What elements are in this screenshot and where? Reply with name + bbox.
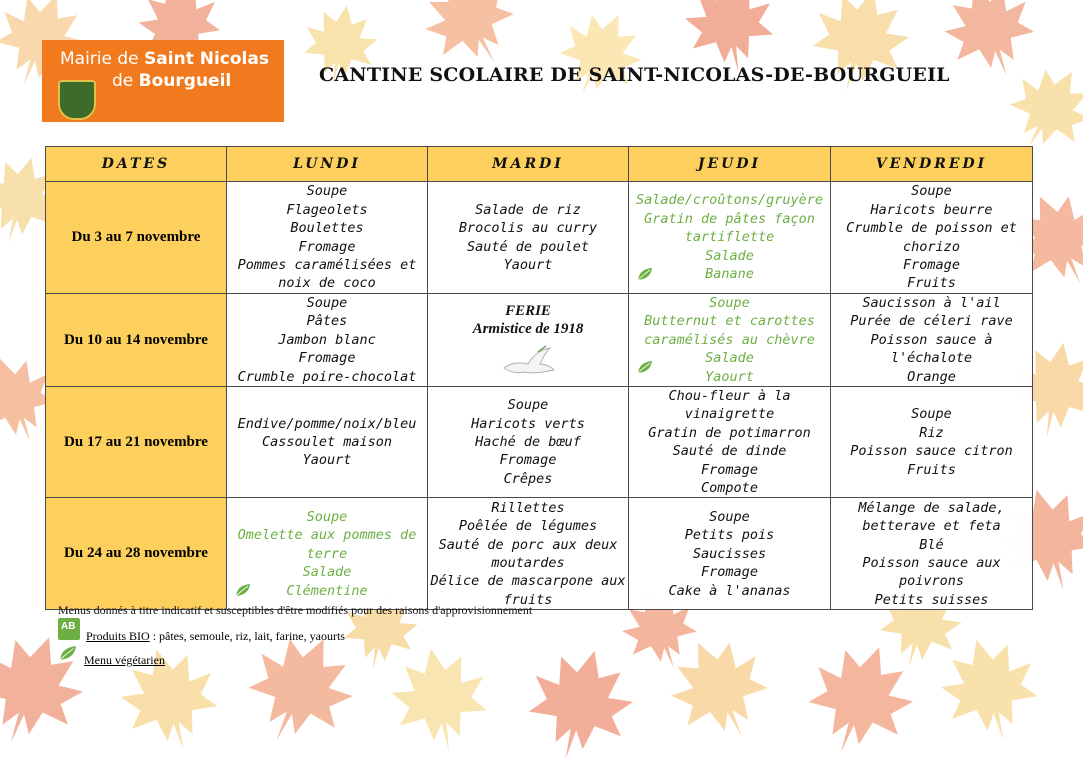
menu-item: Soupe xyxy=(709,508,750,525)
menu-item: Crêpes xyxy=(503,470,553,487)
bio-legend xyxy=(86,629,345,644)
menu-item: Cake à l'ananas xyxy=(668,582,791,599)
header-vendredi: VENDREDI xyxy=(831,147,1033,182)
menu-item: Fruits xyxy=(907,275,956,292)
header-jeudi: JEUDI xyxy=(629,147,831,182)
menu-item: Salade/croûtons/gruyère xyxy=(636,192,823,209)
menu-item: Sauté de poulet xyxy=(467,238,589,255)
menu-cell-lundi xyxy=(227,182,428,294)
week-date: Du 24 au 28 novembre xyxy=(46,498,227,610)
menu-item: Fromage xyxy=(499,452,557,469)
menu-cell-mardi xyxy=(428,498,629,610)
menu-item: Crumble de poisson et chorizo xyxy=(846,220,1017,255)
menu-item: Soupe xyxy=(306,183,348,200)
menu-item: Saucisson à l'ail xyxy=(862,295,1001,311)
menu-item: Banane xyxy=(705,266,754,283)
menu-item: Brocolis au curry xyxy=(458,220,598,237)
menu-item: Poisson sauce citron xyxy=(850,443,1013,460)
menu-item: Fromage xyxy=(701,564,758,581)
menu-item: Soupe xyxy=(306,295,348,311)
menu-item: Soupe xyxy=(306,508,348,525)
menu-item: Mélange de salade, betterave et feta xyxy=(858,499,1005,535)
menu-item: Saucisses xyxy=(692,545,767,562)
green-leaf-icon xyxy=(58,645,78,661)
green-leaf-icon xyxy=(637,360,653,374)
menu-item: Salade xyxy=(705,247,754,264)
menu-item: Poisson sauce aux poivrons xyxy=(862,554,1001,590)
bio-legend-text: : pâtes, semoule, riz, lait, farine, yaourts xyxy=(149,629,345,643)
menu-cell-lundi-vegetarian xyxy=(227,498,428,610)
menu-cell-mardi xyxy=(428,387,629,498)
bio-badge-text: AB xyxy=(61,621,76,632)
menu-cell-jeudi-vegetarian xyxy=(629,294,831,387)
menu-item: Salade de riz xyxy=(475,201,581,218)
menu-item: Soupe xyxy=(507,397,549,414)
logo-text-1a: Mairie de xyxy=(60,49,145,69)
menu-cell-vendredi xyxy=(831,182,1033,294)
week-row xyxy=(46,387,1033,498)
menu-item: Soupe xyxy=(911,183,952,200)
menu-item: Salade xyxy=(705,350,754,367)
mairie-logo xyxy=(42,40,284,122)
menu-cell-jeudi xyxy=(629,498,831,610)
menu-item: Gratin de pâtes façon tartiflette xyxy=(644,210,815,246)
menu-item: Soupe xyxy=(911,406,952,423)
week-date: Du 3 au 7 novembre xyxy=(46,182,227,294)
menu-cell-jeudi-vegetarian xyxy=(629,182,831,294)
menu-item: Crumble poire-chocolat xyxy=(237,368,417,385)
bio-badge-icon xyxy=(58,618,80,640)
logo-text-1b: Saint Nicolas xyxy=(144,49,269,69)
header-mardi: MARDI xyxy=(428,147,629,182)
menu-item: Blé xyxy=(919,536,944,553)
ferie-subtitle: Armistice de 1918 xyxy=(472,321,584,338)
menu-item: Yaourt xyxy=(705,368,754,385)
menu-item: Pommes caramélisées et noix de coco xyxy=(237,256,417,292)
menu-item: Fromage xyxy=(298,350,356,367)
menu-cell-vendredi xyxy=(831,498,1033,610)
logo-text-2a: de xyxy=(112,71,139,91)
menu-cell-mardi xyxy=(428,182,629,294)
week-row xyxy=(46,182,1033,294)
menu-item: Haricots verts xyxy=(471,415,585,432)
page-title: CANTINE SCOLAIRE DE SAINT-NICOLAS-DE-BOURGUEIL xyxy=(319,64,950,86)
header-lundi: LUNDI xyxy=(227,147,428,182)
menu-item: Clémentine xyxy=(286,582,368,599)
menu-item: Soupe xyxy=(709,295,750,311)
header-dates: DATES xyxy=(46,147,227,182)
menu-item: Fromage xyxy=(903,256,960,273)
logo-text-2b: Bourgueil xyxy=(138,71,232,91)
menu-item: Riz xyxy=(919,424,944,441)
menu-item: Gratin de potimarron xyxy=(648,424,811,441)
crest-icon xyxy=(58,80,96,120)
menu-item: Yaourt xyxy=(503,256,553,273)
menu-item: Fromage xyxy=(298,238,356,255)
week-date: Du 17 au 21 novembre xyxy=(46,387,227,498)
menu-item: Poêlée de légumes xyxy=(458,518,598,535)
menu-item: Omelette aux pommes de terre xyxy=(237,527,417,562)
header-row xyxy=(46,147,1033,182)
menu-table xyxy=(45,146,1033,610)
menu-item: Délice de mascarpone aux fruits xyxy=(430,573,626,608)
ferie-title: FERIE xyxy=(505,302,551,319)
menu-item: Compote xyxy=(701,480,758,497)
bio-legend-label: Produits BIO xyxy=(86,629,150,643)
menu-item: Purée de céleri rave xyxy=(850,313,1013,330)
menu-item: Endive/pomme/noix/bleu xyxy=(237,415,417,432)
menu-cell-jeudi xyxy=(629,387,831,498)
menu-cell-vendredi xyxy=(831,387,1033,498)
menu-item: Sauté de dinde xyxy=(672,443,787,460)
menu-item: Petits pois xyxy=(684,527,775,544)
disclaimer-text: Menus donnés à titre indicatif et susceptibles d'être modifiés pour des raisons d'approvisionnement xyxy=(58,603,533,617)
week-date: Du 10 au 14 novembre xyxy=(46,294,227,387)
menu-item: Cassoulet maison xyxy=(261,434,393,451)
menu-item: Boulettes xyxy=(290,220,364,237)
vegetarian-legend-label: Menu végétarien xyxy=(84,653,165,667)
week-row xyxy=(46,498,1033,610)
menu-item: Haché de bœuf xyxy=(475,434,581,451)
menu-item: Poisson sauce à l'échalote xyxy=(870,331,993,367)
menu-cell-lundi xyxy=(227,387,428,498)
menu-item: Jambon blanc xyxy=(278,331,376,348)
menu-item: Orange xyxy=(907,368,956,385)
menu-item: Rillettes xyxy=(491,499,565,516)
menu-item: Pâtes xyxy=(306,313,348,330)
menu-item: Chou-fleur à la vinaigrette xyxy=(668,388,791,423)
menu-item: Petits suisses xyxy=(874,591,989,608)
vegetarian-legend xyxy=(84,653,165,668)
green-leaf-icon xyxy=(235,583,251,597)
menu-cell-vendredi xyxy=(831,294,1033,387)
menu-item: Fromage xyxy=(701,461,758,478)
menu-item: Fruits xyxy=(907,461,956,478)
menu-item: Salade xyxy=(302,564,352,581)
menu-item: Butternut et carottes caramélisés au chèvre xyxy=(644,313,815,348)
menu-item: Haricots beurre xyxy=(870,201,993,218)
menu-item: Yaourt xyxy=(302,452,352,469)
week-row xyxy=(46,294,1033,387)
menu-item: Flageolets xyxy=(286,201,368,218)
menu-cell-lundi xyxy=(227,294,428,387)
dove-icon xyxy=(500,344,556,378)
green-leaf-icon xyxy=(637,267,653,281)
menu-item: Sauté de porc aux deux moutardes xyxy=(438,536,618,571)
menu-cell-mardi-ferie xyxy=(428,294,629,387)
